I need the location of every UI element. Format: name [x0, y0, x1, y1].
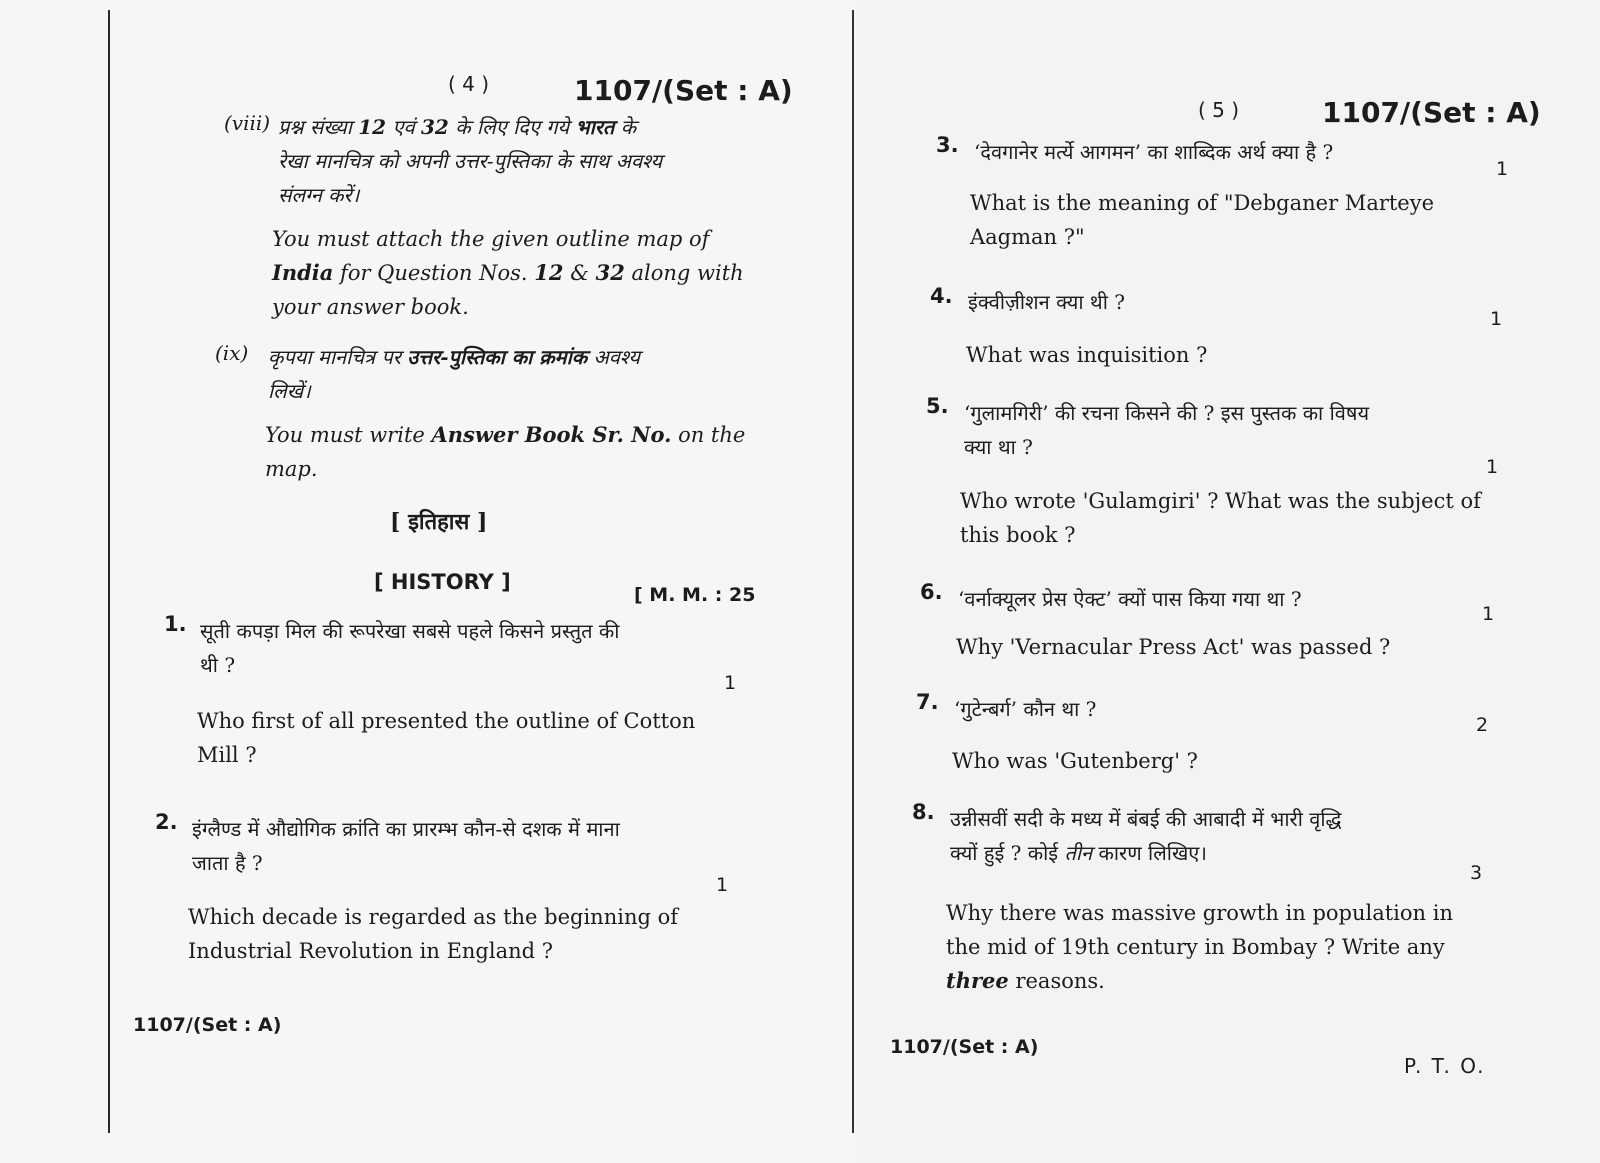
page-fold-line	[852, 10, 854, 1133]
section-title-hindi: [ इतिहास ]	[390, 509, 488, 535]
page-number: ( 5 )	[1198, 98, 1240, 122]
question-5-english: Who wrote 'Gulamgiri' ? What was the subject of this book ?	[960, 489, 1481, 547]
question-2-english: Which decade is regarded as the beginning of Industrial Revolution in England ?	[188, 905, 679, 963]
page-number: ( 4 )	[448, 72, 490, 96]
question-6-hindi: ‘वर्नाक्यूलर प्रेस ऐक्ट’ क्यों पास किया गया था ?	[958, 587, 1302, 611]
question-number: 5.	[926, 394, 949, 418]
instruction-ix-english: You must write Answer Book Sr. No. on the map.	[265, 422, 746, 481]
question-1-english: Who first of all presented the outline of Cotton Mill ?	[197, 709, 696, 767]
instruction-viii-label: (viii)	[224, 111, 271, 135]
question-1-hindi: सूती कपड़ा मिल की रूपरेखा सबसे पहले किसने प्रस्तुत की थी ?	[200, 619, 620, 677]
question-number: 7.	[916, 690, 939, 714]
question-7-english: Who was 'Gutenberg' ?	[952, 749, 1198, 773]
question-2-hindi: इंग्लैण्ड में औद्योगिक क्रांति का प्रारम्भ कौन-से दशक में माना जाता है ?	[192, 817, 620, 875]
footer-paper-code: 1107/(Set : A)	[133, 1014, 282, 1036]
section-title-english: [ HISTORY ]	[374, 570, 511, 594]
page-edge-line	[108, 10, 110, 1133]
question-number: 4.	[930, 284, 953, 308]
question-8-english: Why there was massive growth in population in the mid of 19th century in Bombay ? Write any three reasons.	[946, 901, 1453, 993]
pto-note: P. T. O.	[1404, 1054, 1486, 1078]
question-4-hindi: इंक्वीज़ीशन क्या थी ?	[968, 290, 1125, 314]
instruction-viii-english: You must attach the given outline map of India for Question Nos. 12 & 32 along with your answer book.	[272, 227, 744, 319]
right-page	[856, 0, 1600, 1163]
question-2-marks: 1	[716, 874, 729, 896]
question-7-marks: 2	[1476, 714, 1489, 736]
question-number: 6.	[920, 580, 943, 604]
question-7-hindi: ‘गुटेन्बर्ग’ कौन था ?	[954, 697, 1097, 721]
question-8-hindi: उन्नीसवीं सदी के मध्य में बंबई की आबादी में भारी वृद्धि क्यों हुई ? कोई तीन कारण लिखिए।	[950, 807, 1342, 865]
question-number: 2.	[155, 810, 178, 834]
question-number: 3.	[936, 133, 959, 157]
question-6-english: Why 'Vernacular Press Act' was passed ?	[956, 635, 1391, 659]
question-3-english: What is the meaning of "Debganer Marteye Aagman ?"	[970, 191, 1435, 249]
question-number: 8.	[912, 800, 935, 824]
question-number: 1.	[164, 612, 187, 636]
max-marks: [ M. M. : 25	[634, 584, 756, 606]
question-5-hindi: ‘गुलामगिरी’ की रचना किसने की ? इस पुस्तक का विषय क्या था ?	[964, 401, 1370, 459]
question-3-marks: 1	[1496, 158, 1509, 180]
instruction-ix-label: (ix)	[215, 341, 249, 365]
question-4-marks: 1	[1490, 308, 1503, 330]
question-4-english: What was inquisition ?	[966, 343, 1208, 367]
question-6-marks: 1	[1482, 603, 1495, 625]
paper-code: 1107/(Set : A)	[1322, 96, 1541, 129]
instruction-ix-hindi: कृपया मानचित्र पर उत्तर-पुस्तिका का क्रमांक अवश्य लिखें।	[268, 345, 640, 403]
question-5-marks: 1	[1486, 456, 1499, 478]
question-3-hindi: ‘देवगानेर मर्त्ये आगमन’ का शाब्दिक अर्थ क्या है ?	[974, 140, 1334, 164]
paper-code: 1107/(Set : A)	[574, 74, 793, 107]
question-1-marks: 1	[724, 672, 737, 694]
instruction-viii-hindi: प्रश्न संख्या 12 एवं 32 के लिए दिए गये भारत के रेखा मानचित्र को अपनी उत्तर-पुस्तिका के साथ अवश्य संलग्न करें।	[278, 115, 663, 207]
footer-paper-code: 1107/(Set : A)	[890, 1036, 1039, 1058]
question-8-marks: 3	[1470, 862, 1483, 884]
